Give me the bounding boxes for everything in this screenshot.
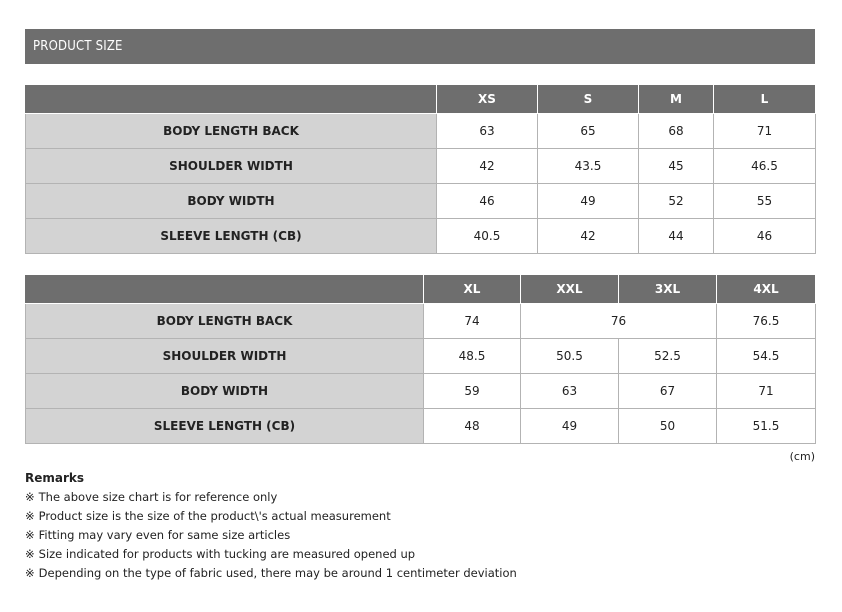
table-row (26, 184, 816, 219)
remark-item (25, 488, 517, 507)
row-label: SLEEVE LENGTH (CB) (26, 409, 424, 444)
table-cell: 50.5 (521, 339, 619, 374)
remark-text: Size indicated for products with tucking are measured opened up (38, 547, 416, 561)
table-cell: 50 (619, 409, 717, 444)
remarks-heading: Remarks (25, 471, 85, 485)
table-cell: 52 (639, 184, 714, 219)
row-label: BODY LENGTH BACK (26, 304, 424, 339)
table-cell: 52.5 (619, 339, 717, 374)
table-row (26, 409, 816, 444)
size-header-xxl: XXL (521, 275, 619, 304)
row-label: SHOULDER WIDTH (26, 339, 424, 374)
header-blank-cell (26, 85, 437, 114)
table-cell: 45 (639, 149, 714, 184)
size-table-small (25, 84, 816, 254)
row-label: SHOULDER WIDTH (26, 149, 437, 184)
table-cell: 46 (437, 184, 538, 219)
table-row (26, 114, 816, 149)
table-cell: 49 (538, 184, 639, 219)
remarks-section (25, 469, 517, 583)
table-cell: 46.5 (714, 149, 816, 184)
table-cell: 44 (639, 219, 714, 254)
reference-mark-icon: ※ (25, 490, 35, 504)
table-row (26, 219, 816, 254)
table-row (26, 339, 816, 374)
reference-mark-icon: ※ (25, 566, 35, 580)
row-label: BODY LENGTH BACK (26, 114, 437, 149)
remark-text: The above size chart is for reference only (38, 490, 278, 504)
remark-item (25, 545, 517, 564)
size-header-m: M (639, 85, 714, 114)
row-label: BODY WIDTH (26, 184, 437, 219)
remark-text: Fitting may vary even for same size articles (38, 528, 291, 542)
page-title: PRODUCT SIZE (25, 29, 815, 64)
table-row (26, 304, 816, 339)
table-cell: 46 (714, 219, 816, 254)
header-blank-cell (26, 275, 424, 304)
remark-item (25, 507, 517, 526)
table-header-row (26, 85, 816, 114)
reference-mark-icon: ※ (25, 509, 35, 523)
row-label: BODY WIDTH (26, 374, 424, 409)
remark-item (25, 564, 517, 583)
table-cell: 63 (437, 114, 538, 149)
table-cell: 48.5 (424, 339, 521, 374)
remark-text: Product size is the size of the product\'s actual measurement (38, 509, 391, 523)
row-label: SLEEVE LENGTH (CB) (26, 219, 437, 254)
table-cell-merged: 76 (521, 304, 717, 339)
size-header-xs: XS (437, 85, 538, 114)
size-header-s: S (538, 85, 639, 114)
table-cell: 65 (538, 114, 639, 149)
table-cell: 63 (521, 374, 619, 409)
remark-text: Depending on the type of fabric used, there may be around 1 centimeter deviation (38, 566, 517, 580)
table-cell: 71 (717, 374, 816, 409)
reference-mark-icon: ※ (25, 547, 35, 561)
size-header-xl: XL (424, 275, 521, 304)
size-header-4xl: 4XL (717, 275, 816, 304)
table-cell: 42 (437, 149, 538, 184)
table-row (26, 149, 816, 184)
table-cell: 54.5 (717, 339, 816, 374)
remark-item (25, 526, 517, 545)
size-header-3xl: 3XL (619, 275, 717, 304)
table-cell: 76.5 (717, 304, 816, 339)
table-row (26, 374, 816, 409)
table-cell: 49 (521, 409, 619, 444)
table-cell: 67 (619, 374, 717, 409)
table-cell: 71 (714, 114, 816, 149)
table-cell: 42 (538, 219, 639, 254)
table-header-row (26, 275, 816, 304)
table-cell: 51.5 (717, 409, 816, 444)
reference-mark-icon: ※ (25, 528, 35, 542)
unit-label: (cm) (789, 450, 815, 463)
size-header-l: L (714, 85, 816, 114)
table-cell: 74 (424, 304, 521, 339)
table-cell: 40.5 (437, 219, 538, 254)
table-cell: 55 (714, 184, 816, 219)
size-table-large (25, 274, 816, 444)
table-cell: 43.5 (538, 149, 639, 184)
table-cell: 68 (639, 114, 714, 149)
table-cell: 48 (424, 409, 521, 444)
table-cell: 59 (424, 374, 521, 409)
